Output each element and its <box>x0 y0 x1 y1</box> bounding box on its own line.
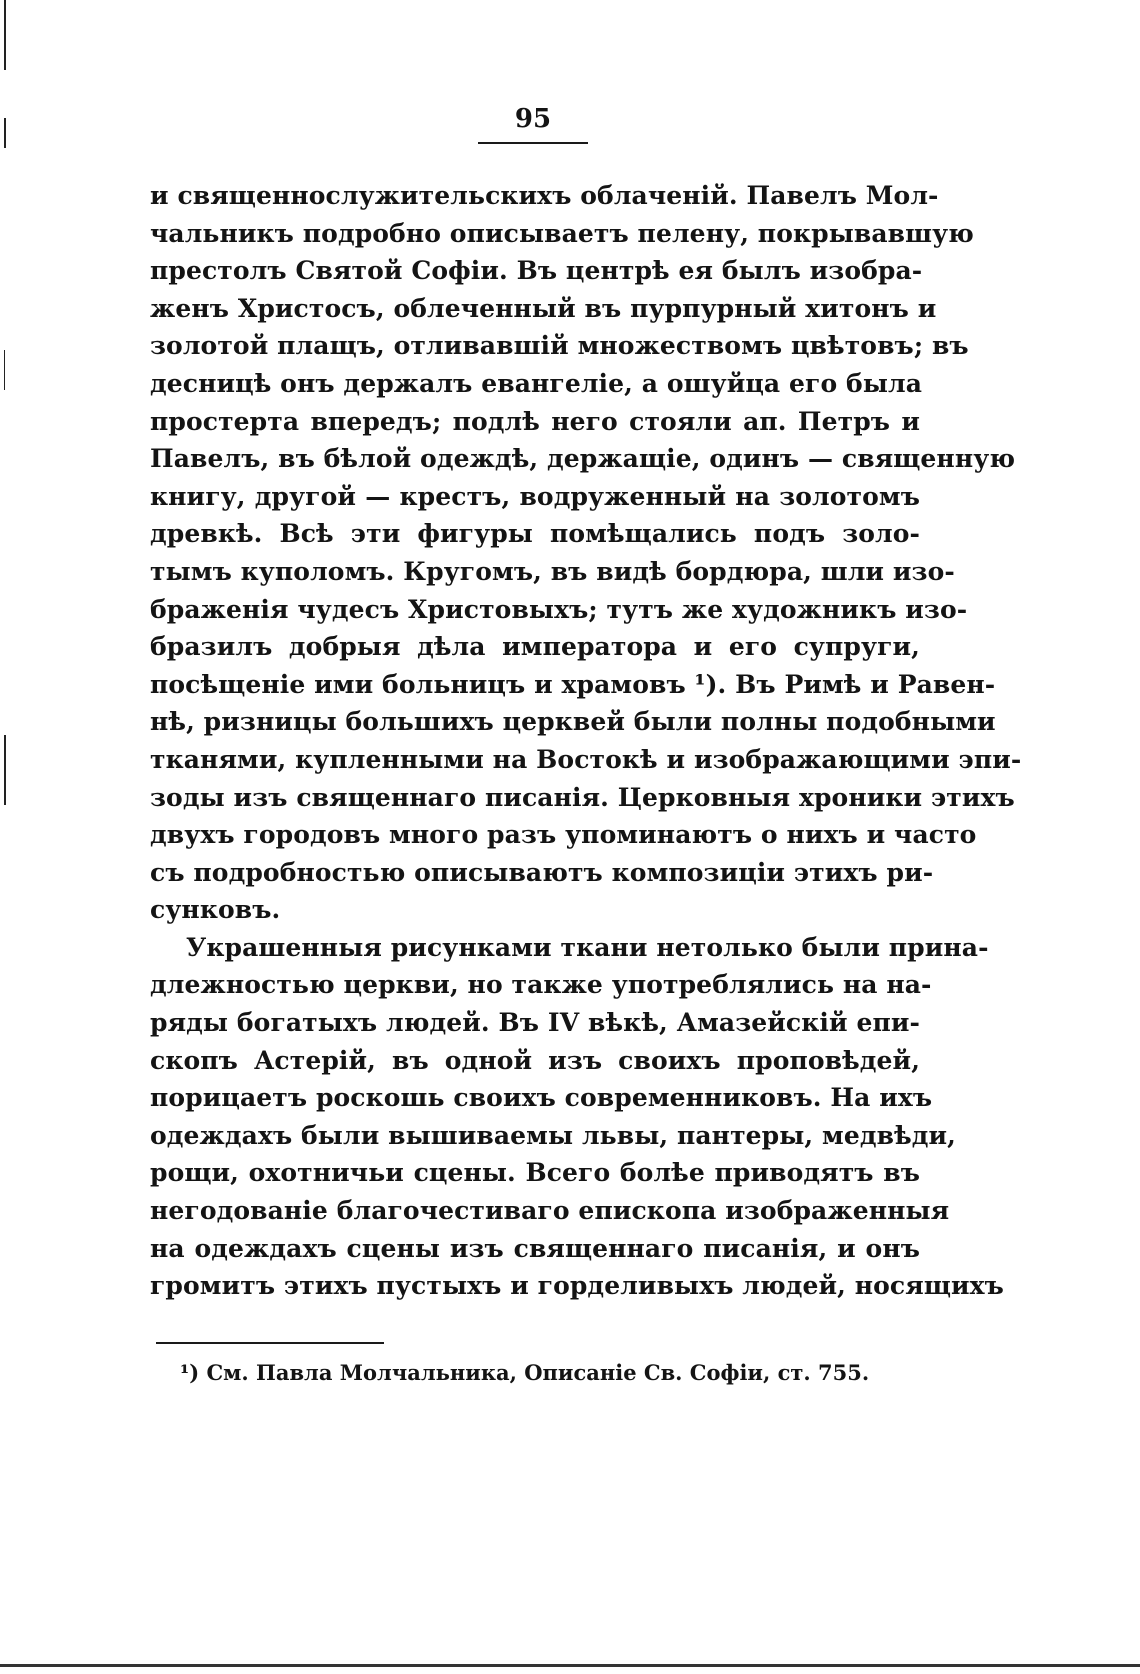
text-line: зоды изъ священнаго писанія. Церковныя хроники этихъ <box>150 782 1015 812</box>
text-line: браженія чудесъ Христовыхъ; тутъ же художникъ изо- <box>150 594 968 624</box>
text-line: на одеждахъ сцены изъ священнаго писанія, и онъ <box>150 1233 920 1263</box>
text-line: одеждахъ были вышиваемы львы, пантеры, медвѣди, <box>150 1120 956 1150</box>
text-line: Украшенныя рисунками ткани нетолько были прина- <box>186 932 989 962</box>
text-line: громитъ этихъ пустыхъ и горделивыхъ людей, носящихъ <box>150 1271 1004 1301</box>
scan-edge-mark <box>4 350 5 390</box>
text-line: тканями, купленными на Востокѣ и изображающими эпи- <box>150 744 1022 774</box>
text-line: посѣщеніе ими больницъ и храмовъ ¹). Въ Римѣ и Равен- <box>150 669 996 699</box>
text-line: книгу, другой — крестъ, водруженный на золотомъ <box>150 481 920 511</box>
text-line: чальникъ подробно описываетъ пелену, покрывавшую <box>150 218 974 248</box>
text-line: женъ Христосъ, облеченный въ пурпурный хитонъ и <box>150 293 937 323</box>
text-line: простерта впередъ; подлѣ него стояли ап. Петръ и <box>150 406 920 436</box>
text-line: бразилъ добрыя дѣла императора и его супруги, <box>150 632 920 662</box>
text-line: рощи, охотничьи сцены. Всего болѣе приводятъ въ <box>150 1158 920 1188</box>
text-line: тымъ куполомъ. Кругомъ, въ видѣ бордюра, шли изо- <box>150 556 955 586</box>
text-line: нѣ, ризницы большихъ церквей были полны подобными <box>150 707 996 737</box>
footnote: ¹) См. Павла Молчальника, Описаніе Св. Софіи, ст. 755. <box>180 1360 870 1385</box>
scan-edge-mark <box>4 0 6 70</box>
scan-edge-mark <box>4 735 6 805</box>
text-line: и священнослужительскихъ облаченій. Павелъ Мол- <box>150 181 939 210</box>
text-line: престолъ Святой Софіи. Въ центрѣ ея былъ изобра- <box>150 256 923 286</box>
text-line: сунковъ. <box>150 895 281 925</box>
scan-edge-mark <box>4 118 6 148</box>
text-line: скопъ Астерій, въ одной изъ своихъ проповѣдей, <box>150 1045 920 1075</box>
scan-bottom-edge <box>0 1664 1140 1667</box>
text-line: золотой плащъ, отливавшій множествомъ цвѣтовъ; въ <box>150 331 969 361</box>
body-text <box>150 177 1022 1305</box>
footnote-rule <box>156 1342 384 1344</box>
text-line: ряды богатыхъ людей. Въ IV вѣкѣ, Амазейскій епи- <box>150 1008 920 1038</box>
page-number: 95 <box>514 104 552 134</box>
text-line: негодованіе благочестиваго епископа изображенныя <box>150 1196 950 1226</box>
text-line: длежностью церкви, но также употреблялись на на- <box>150 970 932 1000</box>
text-line: Павелъ, въ бѣлой одеждѣ, держащіе, одинъ — священную <box>150 444 1016 474</box>
text-line: десницѣ онъ держалъ евангеліе, а ошуйца его была <box>150 368 922 398</box>
text-line: порицаетъ роскошь своихъ современниковъ. На ихъ <box>150 1083 933 1113</box>
text-line: съ подробностью описываютъ композиціи этихъ ри- <box>150 857 934 887</box>
text-line: двухъ городовъ много разъ упоминаютъ о нихъ и часто <box>150 820 977 850</box>
page-number-rule <box>478 142 588 144</box>
text-line: древкѣ. Всѣ эти фигуры помѣщались подъ золо- <box>150 519 920 549</box>
